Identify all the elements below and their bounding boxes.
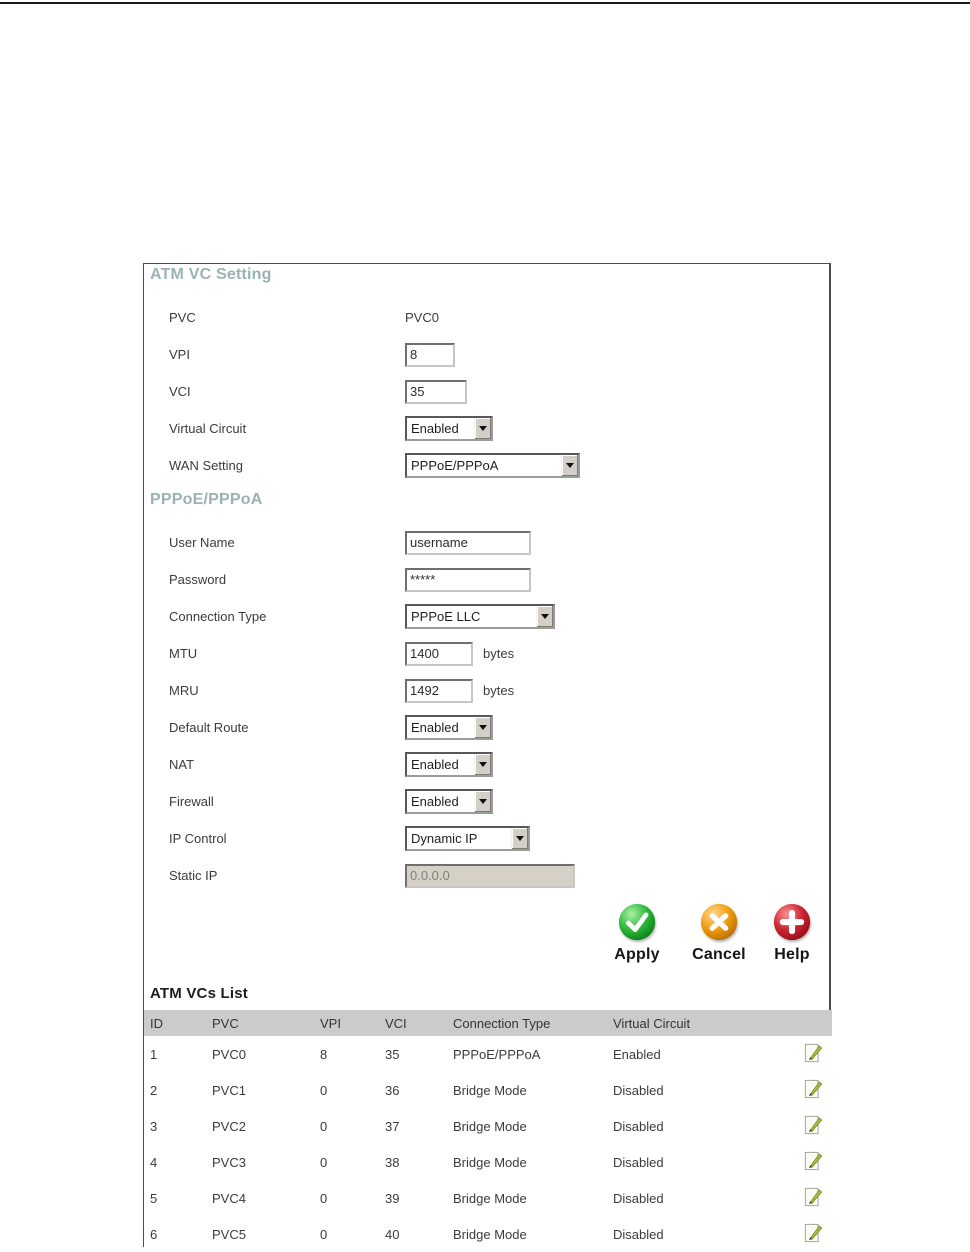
cell-vci: 38 [379,1144,447,1180]
col-header-vpi: VPI [314,1010,379,1036]
wan-setting-label: WAN Setting [169,458,243,473]
table-row [144,1108,832,1144]
vpi-input[interactable] [405,343,455,367]
atm-vcs-table [144,1010,832,1252]
ip-control-select[interactable] [405,826,530,851]
table-row [144,1036,832,1072]
col-header-id: ID [144,1010,206,1036]
mtu-unit: bytes [483,646,515,661]
form-row-nat [144,746,829,783]
wan-setting-selected-value: PPPoE/PPPoA [411,458,499,473]
nat-selected-value: Enabled [411,757,459,772]
help-button[interactable] [769,902,815,972]
form-row-user-name [144,524,829,561]
col-header-connection-type: Connection Type [447,1010,607,1036]
form-row-default-route [144,709,829,746]
edit-row-button[interactable] [804,1042,824,1064]
connection-type-selected-value: PPPoE LLC [411,609,481,624]
form-row-vpi [144,336,829,373]
cell-pvc: PVC3 [206,1144,314,1180]
cell-virtual-circuit: Disabled [607,1180,770,1216]
cell-virtual-circuit: Disabled [607,1144,770,1180]
form-row-password [144,561,829,598]
nat-select[interactable] [405,752,493,777]
vci-label: VCI [169,384,191,399]
chevron-down-icon [474,717,491,738]
cell-id: 3 [144,1108,206,1144]
table-row [144,1072,832,1108]
chevron-down-icon [561,455,578,476]
user-name-label: User Name [169,535,235,550]
page-top-rule [0,2,970,4]
table-row [144,1144,832,1180]
mtu-label: MTU [169,646,198,661]
cell-vpi: 0 [314,1216,379,1252]
user-name-input[interactable] [405,531,531,555]
edit-row-button[interactable] [804,1078,824,1100]
cell-connection-type: Bridge Mode [447,1072,607,1108]
cell-pvc: PVC5 [206,1216,314,1252]
cell-vpi: 0 [314,1072,379,1108]
cell-connection-type: Bridge Mode [447,1144,607,1180]
cell-id: 1 [144,1036,206,1072]
chevron-down-icon [536,606,553,627]
static-ip-input [405,864,575,888]
form-row-connection-type [144,598,829,635]
password-input[interactable] [405,568,531,592]
mru-label: MRU [169,683,199,698]
col-header-edit [770,1010,832,1036]
edit-icon [804,1186,824,1208]
mru-unit: bytes [483,683,515,698]
apply-label: Apply [614,946,660,963]
atm-vcs-list-title: ATM VCs List [150,985,248,1002]
col-header-pvc: PVC [206,1010,314,1036]
edit-icon [804,1222,824,1244]
form-row-firewall [144,783,829,820]
cell-id: 4 [144,1144,206,1180]
action-buttons [144,902,829,972]
cell-vpi: 8 [314,1036,379,1072]
table-row [144,1216,832,1252]
default-route-selected-value: Enabled [411,720,459,735]
cell-vci: 36 [379,1072,447,1108]
default-route-select[interactable] [405,715,493,740]
form-row-mru [144,672,829,709]
cancel-button[interactable] [687,902,751,972]
apply-button[interactable] [605,902,669,972]
firewall-select[interactable] [405,789,493,814]
cell-connection-type: Bridge Mode [447,1108,607,1144]
chevron-down-icon [511,828,528,849]
cell-virtual-circuit: Enabled [607,1036,770,1072]
vpi-label: VPI [169,347,190,362]
cell-vpi: 0 [314,1180,379,1216]
cell-id: 5 [144,1180,206,1216]
help-label: Help [774,946,810,963]
pppoe-section-title: PPPoE/PPPoA [150,491,263,508]
nat-label: NAT [169,757,195,772]
form-row-mtu [144,635,829,672]
edit-icon [804,1078,824,1100]
virtual-circuit-select[interactable] [405,416,493,441]
cell-vci: 40 [379,1216,447,1252]
form-row-vci [144,373,829,410]
vci-input[interactable] [405,380,467,404]
col-header-vci: VCI [379,1010,447,1036]
cell-connection-type: Bridge Mode [447,1216,607,1252]
chevron-down-icon [474,418,491,439]
cell-virtual-circuit: Disabled [607,1216,770,1252]
cell-pvc: PVC0 [206,1036,314,1072]
connection-type-select[interactable] [405,604,555,629]
cell-virtual-circuit: Disabled [607,1108,770,1144]
edit-row-button[interactable] [804,1186,824,1208]
cell-id: 2 [144,1072,206,1108]
cell-vci: 35 [379,1036,447,1072]
default-route-label: Default Route [169,720,249,735]
static-ip-label: Static IP [169,868,218,883]
atm-vc-panel [143,263,831,1247]
edit-icon [804,1114,824,1136]
table-header-row [144,1010,832,1036]
cell-id: 6 [144,1216,206,1252]
ip-control-selected-value: Dynamic IP [411,831,478,846]
password-label: Password [169,572,227,587]
edit-row-button[interactable] [804,1222,824,1244]
edit-row-button[interactable] [804,1150,824,1172]
edit-icon [804,1150,824,1172]
edit-icon [804,1042,824,1064]
cell-vpi: 0 [314,1144,379,1180]
atm-vc-setting-title: ATM VC Setting [150,266,272,283]
atm-vc-form [144,299,829,484]
virtual-circuit-label: Virtual Circuit [169,421,247,436]
pppoe-form [144,524,829,894]
cancel-x-icon [698,902,740,944]
wan-setting-select[interactable] [405,453,580,478]
connection-type-label: Connection Type [169,609,267,624]
cancel-label: Cancel [692,946,746,963]
chevron-down-icon [474,754,491,775]
apply-check-icon [616,902,658,944]
chevron-down-icon [474,791,491,812]
help-plus-icon [771,902,813,944]
cell-pvc: PVC4 [206,1180,314,1216]
pvc-label: PVC [169,310,196,325]
form-row-pvc [144,299,829,336]
cell-pvc: PVC2 [206,1108,314,1144]
firewall-selected-value: Enabled [411,794,459,809]
form-row-wan-setting [144,447,829,484]
cell-connection-type: Bridge Mode [447,1180,607,1216]
cell-virtual-circuit: Disabled [607,1072,770,1108]
table-row [144,1180,832,1216]
mtu-input[interactable] [405,642,473,666]
virtual-circuit-selected-value: Enabled [411,421,459,436]
pvc-value: PVC0 [405,310,439,325]
cell-pvc: PVC1 [206,1072,314,1108]
col-header-virtual-circuit: Virtual Circuit [607,1010,770,1036]
ip-control-label: IP Control [169,831,227,846]
edit-row-button[interactable] [804,1114,824,1136]
form-row-ip-control [144,820,829,857]
cell-vci: 37 [379,1108,447,1144]
firewall-label: Firewall [169,794,214,809]
mru-input[interactable] [405,679,473,703]
cell-vpi: 0 [314,1108,379,1144]
cell-connection-type: PPPoE/PPPoA [447,1036,607,1072]
cell-vci: 39 [379,1180,447,1216]
form-row-virtual-circuit [144,410,829,447]
form-row-static-ip [144,857,829,894]
